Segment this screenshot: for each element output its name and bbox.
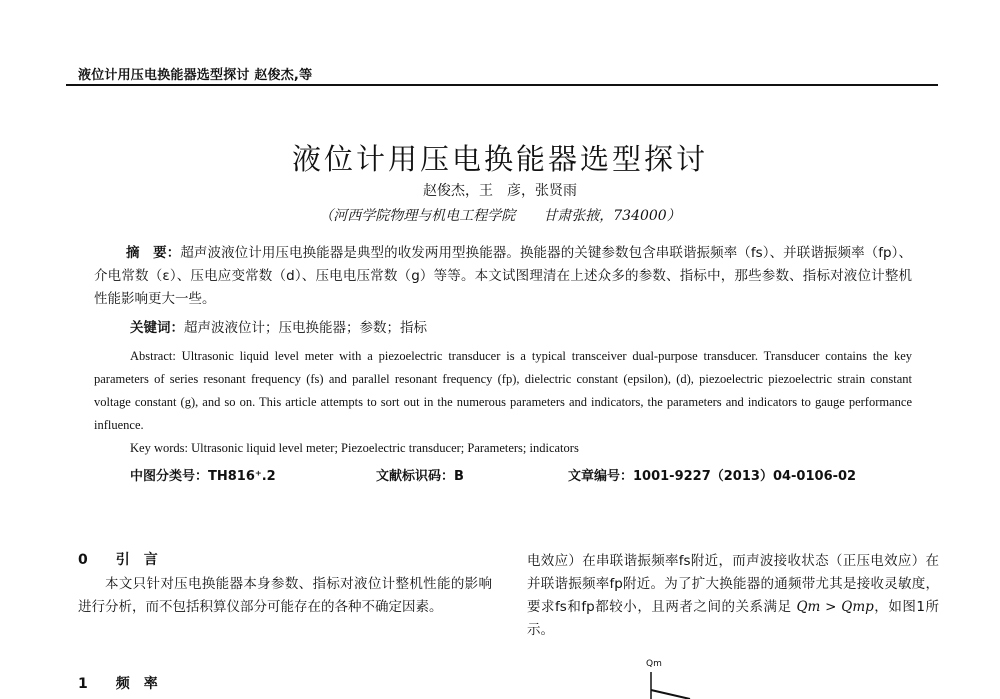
abstract-cn-label: 摘 要： [126,245,181,261]
abstract-cn-text: 超声波液位计用压电换能器是典型的收发两用型换能器。换能器的关键参数包含串联谐振频率（fs）、并联谐振频率（fp）、介电常数（ε）、压电应变常数（d）、压电电压常数（g）等等。本文试图理清在上述众多的参数、指标中，那些参数、指标对液位计整机性能影响更大一些。 [94,245,913,307]
figure-curve [651,690,690,699]
right-text-b: ，如图1所示。 [527,599,940,638]
keywords-cn-label: 关键词： [130,320,184,336]
gt-symbol: > [820,599,842,615]
header-rule [66,84,938,86]
affiliation: （河西学院物理与机电工程学院 甘肃张掖，734000） [319,208,681,224]
running-header: 液位计用压电换能器选型探讨 赵俊杰,等 [78,68,313,83]
article-number: 文章编号：1001-9227（2013）04-0106-02 [568,469,857,484]
section-1-heading: 1 频 率 [78,676,158,692]
figure-axis-label: Qm [646,659,662,669]
keywords-en: Key words: Ultrasonic liquid level meter; Piezoelectric transducer; Parameters; indicators [130,441,579,455]
right-column-paragraph [527,550,939,642]
abstract-cn [94,242,912,311]
authors: 赵俊杰，王 彦，张贤雨 [423,183,577,199]
keywords-cn-text: 超声波液位计；压电换能器；参数；指标 [184,320,427,336]
figure-1-fragment [620,650,720,699]
paper-title: 液位计用压电换能器选型探讨 [291,142,708,176]
q-symbol-1: Qm [796,599,821,615]
abstract-en: Abstract: Ultrasonic liquid level meter with a piezoelectric transducer is a typical transceiver dual-purpose transducer. Transducer contains the key parameters of series resonant frequency (fs) and parallel resonant frequency (fp), dielectric constant (epsilon), (d), piezoelectric piezoelectric strain constant voltage constant (g), and so on. This article attempts to sort out in the numerous parameters and indicators, the parameters and indicators to gauge performance influence. [94,349,912,432]
right-text-a: 电效应）在串联谐振频率fs附近，而声波接收状态（正压电效应）在并联谐振频率fp附近。为了扩大换能器的通频带尤其是接收灵敏度，要求fs和fp都较小，且两者之间的关系满足 [527,553,939,615]
doc-code: 文献标识码：B [376,469,464,484]
clc-number: 中图分类号：TH816⁺.2 [130,469,276,484]
keywords-cn [130,316,427,336]
section-0-text: 本文只针对压电换能器本身参数、指标对液位计整机性能的影响进行分析，而不包括积算仪部分可能存在的各种不确定因素。 [78,576,492,615]
section-0-heading: 0 引 言 [78,552,158,568]
q-symbol-2: Qmp [841,599,874,615]
